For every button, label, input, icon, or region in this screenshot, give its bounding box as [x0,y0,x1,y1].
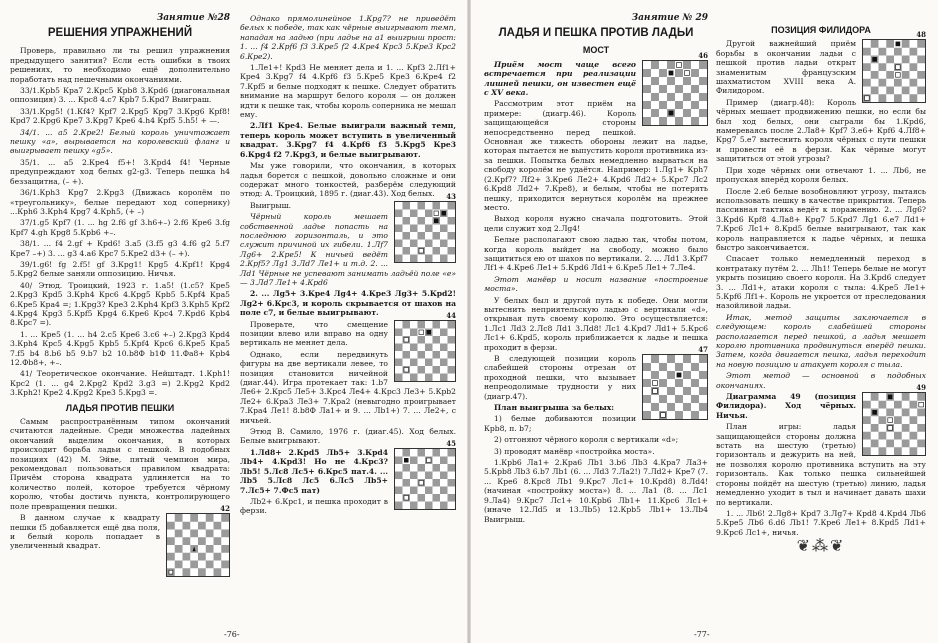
page-title: РЕШЕНИЯ УПРАЖНЕНИЙ [47,27,193,40]
diagram-47 [642,345,708,420]
decorative-ornament: ❦⁂❦ [796,536,846,556]
chessboard [862,39,926,103]
bridge-p4: Белые располагают свою ладью так, чтобы потом, когда король выйдет на свободу, можно было защититься ею от шахов по вертикали. 2. ... Лd1 3.Крf7 Лf1+ 4.Крe6 Лe1+ 5.Крd6 Лd1+ 6.Крe5 Лe1+ 7.Лe4. [484,235,708,273]
bridge-p3: Выход короля нужно сначала подготовить. Этой цели служит ход 2.Лg4! [484,214,708,233]
philidor-q6: Итак, метод защиты заключается в следующем: король слабейшей стороны располагается перед пешкой, а ладья мешает королю противника продвинуться вперёд пешки. Затем, когда двигается пешка, ладья переходит на новую позицию и атакует короля с тыла. [716,312,926,369]
diagram-number: 45 [446,438,456,448]
philidor-q8: Диаграмма 49 (позиция Филидора). Ход чёрных. Ничья. [716,392,856,420]
solution-35: 35/1. ... a5 2.Крe4 f5+! 3.Крd4 f4! Черные предупреждают ход белых g2-g3. Теперь пешка h4 беззащитна, (– +). [10,157,230,186]
diagram-number: 47 [698,345,708,354]
philidor-q10: 1. ... Лb6! 2.Лg8+ Крd7 3.Лg7+ Крd8 4.Крd4 Лb6 5.Крe5 Лb6 6.d6 Лb1! 7.Крe6 Лe1+ 8.Крd5 Лd1+ 9.Крc6 Лc1+, ничья. [716,508,926,537]
solution-33a: 33/1.Крb5 Крa7 2.Крc5 Крb8 3.Крd6 (диагональная оппозиция) 3. ... Крc8 4.с7 Крb7 5.Крd7 Выиграш. [10,86,230,105]
diagram-number: 48 [916,30,926,40]
solution-40-cont: 1. ... Крe5 (1. ... h4 2.c5 Крe6 3.c6 +–) 2.Крg3 Крd4 3.Крh4 Крc5 4.Крg5 Крb5 5.Крf4 Крc6 6.Крe5 Крa5 7.f5 b4 8.b6 b5 9.b7 b2 10.b8Ф b1Ф 11.Фa8+ Крb4 12.Фb8+, +–. [10,329,230,367]
philidor-q9: План игры: ладья защищающейся стороны должна встать на шестую (третью) горизонталь и дежурить на ней, не позволяя королю противника вступить на эту горизонталь. Как только пешка сильнейшей стороны пойдёт на шестую (третью) линию, ладья немедленно уходит в тыл и начинает давать шахи по вертикали. [716,422,926,507]
diagram-44 [394,310,456,382]
col2-p3: 2.Лf1 Крe4. Белые выиграли важный темп, теперь король может вступить в увеличенный квадрат. 3.Крg7 f4 4.Крf6 f3 5.Крg5 Крe3 6.Крg4 f2 7.Крg3, и белые выигрывают. [240,121,456,159]
diagram-number: 42 [220,504,230,514]
diagram-46 [642,50,708,126]
solution-39: 39/1.g6! fg 2.f5! gf 3.Крg1! Крg5 4.Крf1! Крg4 5.Крg2 белые заняли оппозицию. Ничья. [10,259,230,279]
col2-p10: Этюд В. Самило, 1976 г. (диаг.45). Ход белых. Белые выигрывают. [240,427,456,446]
bridge-p8: 1.Крb6 Лa1+ 2.Крa6 Лb1 3.b6 Лb3 4.Крa7 Лa3+ 5.Крb8 Лb3 6.b7 Лb1 (6. ... Лd3 7.Лa2!) 7.Лd2+ Крe7 (7. ... Крe6 8.Крc8 Лb1 9.Крc7 Лc1+ 10.Крd8) 8.Лd4! (начиная «постройку моста») 8. ... Лa1 (8. ... Лc1 9.Лa4) 9.Крc7 Лc1+ 10.Крb6 Лb1+ 11.Крc6 Лc1+ (иначе 12.Лd5 и 13.Лb5) 12.Крb5 Лb1+ 13.Лb4 Выигрыш. [484,458,708,524]
plan-step-1: 1) белые добиваются позиции Крb8, п. b7; [484,414,636,433]
philidor-q1: Другой важнейший приём борьбы в окончании ладьи с пешкой против ладьи открыт знаменитым французским шахматистом XVIII века А. Филидором. [716,39,856,96]
solution-38: 38/1. ... f4 2.gf + Крd6! 3.a5 (3.f5 g3 4.f6 g2 5.f7 Крe7 –+) 3. ... g3 4.a6 Крc7 5.Крe2 d3+ (– +). [10,239,230,258]
chessboard [862,392,926,456]
plan-title: План выигрыша за белых: [494,403,615,413]
diagram-number: 43 [446,191,456,201]
col2-p9: Однако, если передвинуть фигуры на две вертикали левее, то позиция становится ничейной (диаг.44). Игра протекает так: 1.b7 Лe6+ 2.Крc5 Лe5+ 3.Крc4 Лe4+ 4.Крc3 Лe3+ 5.Крb2 Лe2+ 6.Крa3 Лe3+ 7.Крa2 (невыгодно проигрывает 7.Крa4 Лe1! 8.b8Ф Лa1+ и 9. ... Лb1+) 7. ... Лe2+, с ничьей. [240,349,456,425]
lesson-number: Занятие №28 [156,13,230,23]
diagram-number: 49 [916,383,926,393]
right-page [470,0,938,643]
body-paragraph-2: В данном случае к квадрату пешки f5 добавляется ещё два поля, и белый король попадает в увеличенный квадрат. [10,513,160,551]
diagram-43 [394,191,456,263]
page-number: -77- [694,630,710,639]
solution-36: 36/1.Крh3 Крg7 2.Крg3 (Движась королём по «треугольнику», белые передают ход сопернику) ...Крh6 3.Крh4 Крg7 4.Крh5, (+ –) [10,188,230,216]
solution-40: 40/ Этюд. Троицкий, 1923 г. 1.a5! (1.c5? Крe5 2.Крg3 Крd5 3.Крh4 Крc6 4.Крg5 Крb5 5.Крf4 Крa5 6.Крe5 Крa4 =; 1.Крg3? Крe3 2.Крh4 Крf3 3.Крh5 Крf2 4.Крg4 Крg3 5.Крf5 Крg4 6.Крe6 Крc4 7.Крd6 Крb4 8.Крc7 =). [10,280,230,328]
chessboard [642,354,708,420]
chessboard [166,513,230,577]
col2-p4: Мы уже говорили, что окончания, в которых ладья борется с пешкой, довольно сложные и они содержат много тонкостей, разберём следующий этюд: А. Троицкий, 1895 г. (диаг.43). Ход белых. [240,161,456,199]
diagram-number: 46 [698,50,708,60]
page-title: ЛАДЬЯ И ПЕШКА ПРОТИВ ЛАДЬИ [498,27,694,40]
philidor-q5: Спасает только немедленный переход в контратаку путём 2. ... Лh1! Теперь белые не могут укрыть позицию своего короля. На 3.Крd6 следует 3. ... Лd1+, атаки короля с тыла: 4.Крe5 Лe1+ 5.Крf6 Лf1+. Король не укроется от преследования назойливой ладьи. [716,254,926,311]
col2-p11: 1.Лd8+ 2.Крd5 Лb5+ 3.Крd4 Лb4+ 4.Крd3! Но не 4.Крc3? Лb5! 5.Лc8 Лc5+ 6.Крc5 пат.4. ... Лb5 5.Лc8 Лc5 6.Лc5 Лb5+ 7.Лc5+ 7.Фс5 пат) [240,447,388,495]
col2-p7: 2. ... Лg5+ 3.Крe4 Лg4+ 4.Крe3 Лg3+ 5.Крd2! Лg2+ 6.Крc3, и король скрывается от шахов на поле c7, и белые выигрывают. [240,289,456,318]
bridge-p7: В следующей позиции король слабейшей стороны отрезан от проходной пешки, что вызывает непреодолимые трудности у них (диагр.47). [484,354,636,401]
philidor-q2: Пример (диагр.48): Король чёрных мешает продвижению пешки, но если бы был ход белых, они сыграли бы 1.Крd6, намереваясь после 2.Лa8+ Крf7 3.e6+ Крf6 4.Лf8+ Крg7 5.e7 вытеснить короля чёрных с пути пешки и провести её в ферзи. Как чёрные могут защититься от этой угрозы? [716,97,926,164]
page-number: -76- [224,630,240,639]
plan-step-3: 3) проводят манёвр «постройка моста». [494,446,655,456]
chessboard [394,201,456,263]
section-heading-philidor: ПОЗИЦИЯ ФИЛИДОРА [771,25,871,35]
left-column-1 [10,14,230,580]
left-column-2 [240,14,456,518]
bridge-p2: Рассмотрим этот приём на примере: (диагр.46). Король защищающейся стороны непосредственно перед пешкой. Основная же тяжесть обороны лежит на ладье, которая пытается не выпустить короля противника из-за пешки. Попытка белых немедленно вырваться на свободу королём не удаётся. Например: 1.Лg1+ Крh7 (2.Крf7? Лf2+ 3.Крe6 Лe2+ 4.Крd6 Лd2+ 5.Крc7 Лc2 6.Крd8 Лd2+ 7.Крe8), и белым, чтобы не потерять пешку, приходится вернуться королём на прежнее место. [484,99,708,212]
right-column-2 [716,14,926,556]
chessboard [394,320,456,382]
diagram-48 [862,30,926,103]
col2-p5: Выигрыш. [250,200,292,210]
solution-41: 41/ Теоретическое окончание. Нейштадт. 1.Крh1! Крc2 (1. ... g4 2.Крg2 Крd2 3.g3 =) 2.Крg2 Крd2 3.Крh2! Крe2 4.Крg2 Крe3 5.Крg3 =. [10,369,230,398]
philidor-q4: После 2.e6 белые возобновляют угрозу, пытаясь использовать пешку в качестве прикрытия. Теперь пассивная тактика ведёт к поражению. 2. ... Лg6? 3.Крd6 Крf8 4.Лa8+ Крg7 5.Крd7 Лg1 6.e7 Лd1+ 7.Крc6 Лc1+ 8.Крd5 белые выигрывают, так как король направляется к ладье чёрных, и пешка быстро закончивается. [716,186,926,252]
philidor-q3: При ходе чёрных они отвечают 1. ... Лb6, не пропуская вперёд короля белых. [716,165,926,185]
chessboard [642,60,708,126]
solution-37: 37/1.g5 Крf7 (1. ... hg 2.f6 gf 3.h6+–) 2.f6 Крe6 3.fg Крf7 4.gh Крg8 5.Крb6 +–. [10,218,230,237]
col2-p1: Однако прямолинейное 1.Крg7? не приведёт белых к победе, так как чёрные выигрывают темп, нападая на ладью (при ладье на a1 выигрыш прост: 1. ... f4 2.Крf6 f3 3.Крe5 f2 4.Крe4 Крc3 5.Крe3 Крc2 6.Крe2). [240,14,456,61]
plan-step-2: 2) отгоняют чёрного короля с вертикали «d»; [494,435,679,445]
bridge-intro: Приём мост чаще всего встречается при реализации лишней пешки, он известен ещё с XV века. [484,59,636,98]
diagram-number: 44 [446,310,456,320]
col2-p12: Лb2+ 6.Крc1, и пешка проходит в ферзи. [240,496,388,516]
bridge-p6: У белых был и другой путь к победе. Они могли вытеснить неприятельскую ладью с вертикали «d», открывая путь своему королю. Это осуществляется: 1.Лc1 Лd3 2.Лc8 Лd1 3.Лd8! Лc1 4.Крd7 Лd1+ 5.Крc6 Лc1+ 6.Крd5, король приближается к ладье и пешка проходит в ферзи. [484,295,708,352]
intro-paragraph: Проверь, правильно ли ты решил упражнения предыдущего занятия? Если есть ошибки в твоих решениях, то необходимо ещё дополнительно поработать над пешечными окончаниями. [10,46,230,84]
section-heading: ЛАДЬЯ ПРОТИВ ПЕШКИ [65,402,175,413]
diagram-45 [394,438,456,510]
diagram-49 [862,383,926,456]
solution-34: 34/1. ... a5 2.Крe2! Белый король уничтожает пешку «a», вырывается на королевский фланг и выигрывает пешку «g5». [10,127,230,156]
section-heading: МОСТ [582,45,610,56]
col2-p8: Проверьте, что смещение позиции влево или вправо на одну вертикаль не меняет дела. [240,319,388,348]
body-paragraph-1: Самым распространённым типом окончаний считаются ладейные. Среди множества ладейных окончаний выделим окончания, в которых происходит борьба ладьи с пешкой. В подобных позициях (42) М. Эйве, пятый чемпион мира, рекомендовал пользоваться правилом квадрата: Причём сторона квадрата удлиняется на то количество полей, которое требуется чёрному королю, чтобы достичь пункта, контролирующего поле превращения пешки. [10,417,230,511]
col2-p6: Чёрный король мешает собственной ладье попасть на последнюю горизонталь, и это служит причиной их гибели. 1.Лf7 Лg6+ 2.Крe5! К ничьей ведёт 2.Крf5? Лg1 3.Лd7 Лe1+ и т.д. 2. ... Лd1 Чёрные не успевают занимать ладьёй поле «e» — 3.Лd7 Лe1+ 4.Крd6 [240,212,456,287]
right-column-1 [484,14,708,526]
solution-33b: 33/1.Крg5! (1.Кf4? Крf7 2.Крg5 Крg7 3.Крg6 Крf8! Крd7 2.Крg6 Крe7 3.Крg7 Крe6 4.h4 Крf5 5.h5! + —. [10,106,230,126]
chessboard [394,448,456,510]
bridge-p5: Этот манёвр и носит название «построение моста». [484,274,708,294]
philidor-q7: Этот метод — основной в подобных окончаниях. [716,371,926,390]
diagram-42 [166,504,230,577]
lesson-number: Занятие № 29 [631,13,708,23]
col2-p2: 1.Лe1+! Крd3 Не меняет дела и 1. ... Крf3 2.Лf1+ Крe4 3.Крg7 f4 4.Крf6 f3 5.Крe5 Крe3 6.Крe4 f2 7.Крf5 и белые подходят к пешке. Следует обратить внимание на маршрут белого короля — он должен идти к пешке так, чтобы король соперника не мешал ему. [240,63,456,120]
